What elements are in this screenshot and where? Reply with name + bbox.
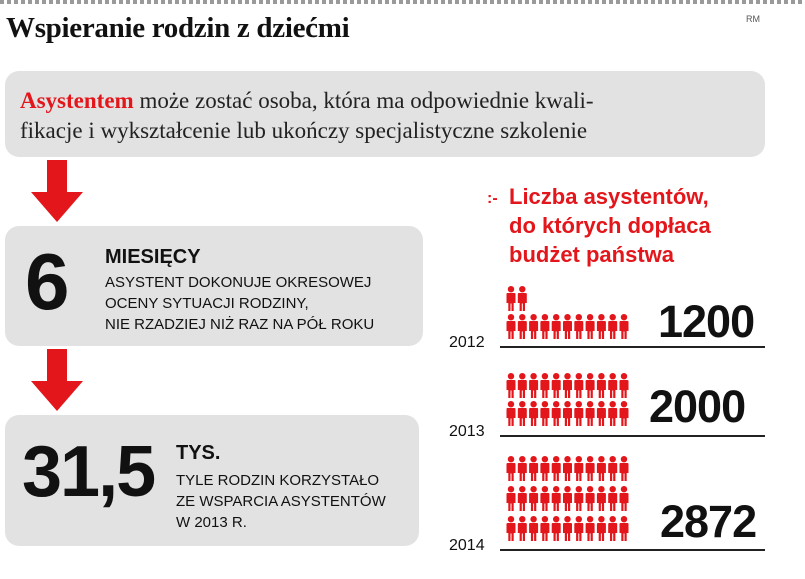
person-icon (529, 314, 538, 339)
person-icon (586, 314, 595, 339)
value-label-2012: 1200 (658, 296, 755, 347)
person-icon (529, 516, 538, 541)
intro-highlight: Asystentem (20, 88, 134, 113)
person-icon (552, 516, 561, 541)
person-icon (507, 516, 516, 541)
person-icon (529, 373, 538, 398)
person-icon (597, 486, 606, 511)
person-icon (620, 314, 629, 339)
person-icon (608, 516, 617, 541)
chart-title-line: do których dopłaca (509, 213, 711, 238)
person-icon (597, 373, 606, 398)
person-icon (540, 314, 549, 339)
person-icon (563, 401, 572, 426)
person-icon (563, 486, 572, 511)
person-icon (620, 486, 629, 511)
person-icon (608, 456, 617, 481)
person-icon (563, 456, 572, 481)
fact-number-months: 6 (25, 237, 68, 326)
person-icon (597, 401, 606, 426)
value-label-2014: 2872 (660, 496, 757, 547)
person-icon (608, 401, 617, 426)
person-icon (620, 401, 629, 426)
person-icon (574, 456, 583, 481)
person-icon (518, 314, 527, 339)
person-icon (529, 456, 538, 481)
person-icon (586, 516, 595, 541)
year-label-2012: 2012 (449, 334, 485, 351)
year-label-2014: 2014 (449, 537, 485, 554)
person-icon (586, 401, 595, 426)
person-icon (552, 314, 561, 339)
person-icon (518, 456, 527, 481)
person-icon (518, 373, 527, 398)
person-icon (586, 486, 595, 511)
person-icon (518, 486, 527, 511)
description-line: W 2013 R. (176, 514, 247, 531)
person-icon (540, 373, 549, 398)
person-icon (507, 286, 516, 311)
description-line: NIE RZADZIEJ NIŻ RAZ NA PÓŁ ROKU (105, 316, 375, 333)
fact-unit-families: TYS. (176, 442, 221, 464)
person-icon (574, 314, 583, 339)
person-icon (586, 373, 595, 398)
intro-line-1-text: może zostać osoba, która ma odpowiednie kwali- (133, 88, 594, 113)
person-icon (552, 486, 561, 511)
person-icon (574, 486, 583, 511)
person-icon (620, 456, 629, 481)
value-label-2013: 2000 (649, 381, 746, 432)
chart-title-mark: :- (487, 190, 498, 207)
page-title: Wspieranie rodzin z dziećmi (6, 12, 350, 44)
person-icon (597, 516, 606, 541)
person-icon (620, 516, 629, 541)
person-icon (529, 486, 538, 511)
person-icon (563, 516, 572, 541)
person-icon (540, 516, 549, 541)
person-icon (608, 486, 617, 511)
fact-unit-months: MIESIĘCY (105, 246, 201, 268)
person-icon (540, 401, 549, 426)
person-icon (597, 314, 606, 339)
chart-title-line: Liczba asystentów, (509, 184, 709, 209)
person-icon (518, 516, 527, 541)
person-icon (507, 314, 516, 339)
person-icon (574, 373, 583, 398)
person-icon (574, 516, 583, 541)
person-icon (507, 486, 516, 511)
person-icon (518, 401, 527, 426)
person-icon (586, 456, 595, 481)
chart-title-line: budżet państwa (509, 242, 675, 267)
person-icon (552, 456, 561, 481)
person-icon (563, 373, 572, 398)
person-icon (620, 373, 629, 398)
year-label-2013: 2013 (449, 423, 485, 440)
person-icon (518, 286, 527, 311)
author-credit: RM (746, 14, 760, 24)
person-icon (563, 314, 572, 339)
person-icon (540, 486, 549, 511)
person-icon (552, 373, 561, 398)
person-icon (552, 401, 561, 426)
person-icon (507, 401, 516, 426)
intro-line-2: fikacje i wykształcenie lub ukończy specjalistyczne szkolenie (20, 118, 588, 143)
person-icon (507, 373, 516, 398)
person-icon (540, 456, 549, 481)
description-line: ASYSTENT DOKONUJE OKRESOWEJ (105, 274, 372, 291)
person-icon (608, 373, 617, 398)
person-icon (529, 401, 538, 426)
description-line: OCENY SYTUACJI RODZINY, (105, 295, 309, 312)
person-icon (597, 456, 606, 481)
person-icon (608, 314, 617, 339)
description-line: TYLE RODZIN KORZYSTAŁO (176, 472, 380, 489)
person-icon (574, 401, 583, 426)
person-icon (507, 456, 516, 481)
fact-number-families: 31,5 (22, 432, 155, 512)
description-line: ZE WSPARCIA ASYSTENTÓW (176, 493, 386, 510)
